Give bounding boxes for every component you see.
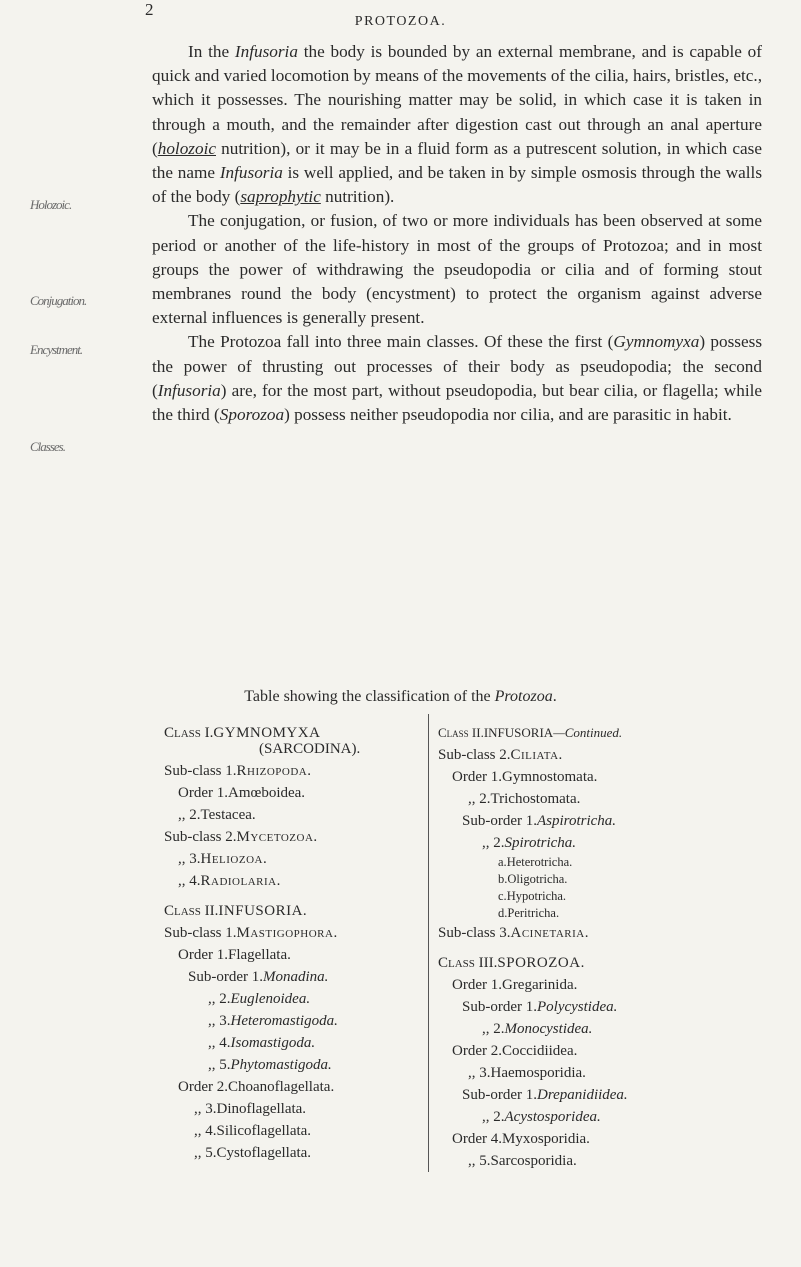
taxon-name: Gymnostomata. bbox=[501, 769, 598, 785]
taxon-name: Acystosporidea. bbox=[504, 1109, 601, 1125]
rank-label: ,, 2. bbox=[178, 807, 201, 823]
rank-label: b. bbox=[498, 872, 508, 886]
taxon-name: Heteromastigoda. bbox=[230, 1013, 338, 1029]
classification-row bbox=[438, 952, 768, 974]
rank-label: Order 1. bbox=[452, 769, 502, 785]
rank-label: Sub-class 2. bbox=[438, 747, 511, 763]
classification-row bbox=[438, 766, 768, 788]
classification-row bbox=[164, 1076, 424, 1098]
rank-label: d. bbox=[498, 906, 508, 920]
paragraph: The conjugation, or fusion, of two or more individuals has been observed at some period or another of the life-history in most of the groups of Protozoa; and in most groups the power of withdrawing the pseudopodia or cilia and of forming stout membranes round the body (encystment) to protect the organism against adverse external influences is generally present. bbox=[152, 211, 762, 328]
taxon-name: Coccidiidea. bbox=[501, 1043, 578, 1059]
taxon-name: Sarcosporidia. bbox=[490, 1153, 577, 1169]
classification-row bbox=[438, 744, 768, 766]
classification-row bbox=[438, 1128, 768, 1150]
taxon-name: Polycystidea. bbox=[537, 999, 618, 1015]
classification-row bbox=[438, 722, 768, 744]
page-number: 2 bbox=[145, 0, 154, 19]
rank-label: ,, 5. bbox=[468, 1153, 491, 1169]
rank-label: Sub-class 1. bbox=[164, 763, 237, 779]
paragraph: In the Infusoria the body is bounded by an external membrane, and is capable of quick and varied locomotion by means of the movements of the cilia, hairs, bristles, etc., which it possesses. The nourishing matter may be solid, in which case it is taken in through a mouth, and the remainder after digestion cast out through an anal aperture (holozoic nutrition), or it may be in a fluid form as a putrescent solution, in which case the name Infusoria is well applied, and be taken in by simple osmosis through the walls of the body (saprophytic nutrition). bbox=[152, 42, 763, 207]
rank-label: ,, 2. bbox=[482, 1021, 505, 1037]
classification-row bbox=[438, 810, 768, 832]
taxon-name: Monocystidea. bbox=[504, 1021, 593, 1037]
rank-label: a. bbox=[498, 855, 507, 869]
taxon-name: INFUSORIA bbox=[483, 725, 554, 740]
classification-row bbox=[438, 854, 768, 871]
rank-label: Order 2. bbox=[178, 1079, 228, 1095]
classification-row bbox=[164, 1098, 424, 1120]
classification-row bbox=[438, 905, 768, 922]
margin-note: Encystment. bbox=[30, 342, 83, 357]
taxon-name: Testacea. bbox=[200, 807, 256, 823]
classification-row bbox=[438, 1150, 768, 1172]
classification-row bbox=[438, 788, 768, 810]
classification-row bbox=[438, 974, 768, 996]
classification-row bbox=[164, 944, 424, 966]
taxon-name: INFUSORIA. bbox=[218, 903, 308, 919]
classification-row bbox=[164, 760, 424, 782]
taxon-name: Dinoflagellata. bbox=[216, 1101, 307, 1117]
taxon-name: Radiolaria. bbox=[200, 873, 281, 889]
rank-label: ,, 5. bbox=[208, 1057, 231, 1073]
taxon-name: Acinetaria. bbox=[510, 925, 589, 941]
taxon-name: GYMNOMYXA bbox=[213, 725, 321, 741]
classification-row bbox=[438, 871, 768, 888]
taxon-name: Choanoflagellata. bbox=[227, 1079, 335, 1095]
rank-label: ,, 2. bbox=[468, 791, 491, 807]
taxon-name: Oligotricha. bbox=[507, 872, 568, 886]
classification-row bbox=[164, 1142, 424, 1164]
table-caption: Table showing the classification of the Protozoa. bbox=[244, 688, 557, 705]
rank-label: Class II. bbox=[438, 725, 484, 740]
rank-label: ,, 2. bbox=[482, 1109, 505, 1125]
classification-row bbox=[438, 996, 768, 1018]
taxon-name: Euglenoidea. bbox=[230, 991, 311, 1007]
taxon-name: Rhizopoda. bbox=[236, 763, 312, 779]
taxon-name: Mastigophora. bbox=[236, 925, 338, 941]
classification-right-column bbox=[428, 714, 768, 1172]
classification-row bbox=[438, 1062, 768, 1084]
margin-note: Conjugation. bbox=[30, 293, 87, 308]
continued-note: —Continued. bbox=[553, 725, 623, 740]
classification-row bbox=[438, 1018, 768, 1040]
taxon-name: Heterotricha. bbox=[506, 855, 573, 869]
rank-label: Class II. bbox=[164, 903, 219, 919]
taxon-name: Cystoflagellata. bbox=[216, 1145, 312, 1161]
margin-note: Classes. bbox=[30, 439, 65, 454]
classification-row bbox=[164, 922, 424, 944]
rank-label: ,, 3. bbox=[208, 1013, 231, 1029]
rank-label: ,, 4. bbox=[178, 873, 201, 889]
rank-label: Class III. bbox=[438, 955, 498, 971]
taxon-name: Silicoflagellata. bbox=[216, 1123, 312, 1139]
taxon-name: Drepanidiidea. bbox=[537, 1087, 628, 1103]
taxon-name: Phytomastigoda. bbox=[230, 1057, 332, 1073]
rank-label: Sub-order 1. bbox=[188, 969, 263, 985]
taxon-name: Isomastigoda. bbox=[230, 1035, 316, 1051]
rank-label: Sub-order 1. bbox=[462, 1087, 537, 1103]
rank-label: Order 2. bbox=[452, 1043, 502, 1059]
classification-row bbox=[164, 1054, 424, 1076]
classification-row bbox=[438, 1106, 768, 1128]
taxon-name: Myxosporidia. bbox=[501, 1131, 590, 1147]
taxon-name: Amœboidea. bbox=[227, 785, 306, 801]
taxon-name: Trichostomata. bbox=[490, 791, 581, 807]
taxon-name: Mycetozoa. bbox=[236, 829, 318, 845]
classification-row bbox=[164, 1032, 424, 1054]
classification-row bbox=[438, 922, 768, 944]
rank-label: ,, 2. bbox=[482, 835, 505, 851]
taxon-name: Ciliata. bbox=[510, 747, 563, 763]
classification-row bbox=[164, 848, 424, 870]
running-head: PROTOZOA. bbox=[354, 14, 447, 29]
taxon-name: Gregarinida. bbox=[501, 977, 578, 993]
rank-label: ,, 4. bbox=[194, 1123, 217, 1139]
rank-label: ,, 3. bbox=[178, 851, 201, 867]
rank-label: Sub-class 2. bbox=[164, 829, 237, 845]
rank-label: Sub-class 3. bbox=[438, 925, 511, 941]
rank-label: Order 1. bbox=[178, 947, 228, 963]
classification-left-column bbox=[164, 714, 424, 1164]
taxon-name: Peritricha. bbox=[507, 906, 560, 920]
taxon-name: Flagellata. bbox=[227, 947, 291, 963]
rank-label: Order 1. bbox=[178, 785, 228, 801]
taxon-name: Aspirotricha. bbox=[537, 813, 617, 829]
taxon-name: Monadina. bbox=[263, 969, 329, 985]
classification-row bbox=[164, 900, 424, 922]
taxon-name: Spirotricha. bbox=[504, 835, 577, 851]
class-alt-name: (SARCODINA). bbox=[259, 741, 361, 757]
rank-label: c. bbox=[498, 889, 507, 903]
classification-row bbox=[164, 1010, 424, 1032]
classification-row bbox=[164, 870, 424, 892]
rank-label: ,, 3. bbox=[468, 1065, 491, 1081]
paragraph: The Protozoa fall into three main classes. Of these the first (Gymnomyxa) possess the power of thrusting out processes of their body as pseudopodia; the second (Infusoria) are, for the most part, without pseudopodia, but bear cilia, or flagella; while the third (Sporozoa) possess neither pseudopodia nor cilia, and are parasitic in habit. bbox=[152, 332, 763, 425]
rank-label: ,, 5. bbox=[194, 1145, 217, 1161]
taxon-name: SPOROZOA. bbox=[497, 955, 585, 971]
classification-row bbox=[164, 782, 424, 804]
rank-label: Sub-order 1. bbox=[462, 999, 537, 1015]
rank-label: Sub-order 1. bbox=[462, 813, 537, 829]
rank-label: ,, 4. bbox=[208, 1035, 231, 1051]
margin-note: Holozoic. bbox=[30, 197, 72, 212]
classification-row bbox=[164, 826, 424, 848]
classification-row bbox=[164, 804, 424, 826]
rank-label: Order 4. bbox=[452, 1131, 502, 1147]
rank-label: Order 1. bbox=[452, 977, 502, 993]
classification-row bbox=[164, 966, 424, 988]
taxon-name: Haemosporidia. bbox=[490, 1065, 586, 1081]
classification-row bbox=[164, 988, 424, 1010]
body-text bbox=[152, 40, 762, 427]
classification-row bbox=[438, 888, 768, 905]
rank-label: ,, 2. bbox=[208, 991, 231, 1007]
rank-label: Sub-class 1. bbox=[164, 925, 237, 941]
rank-label: ,, 3. bbox=[194, 1101, 217, 1117]
taxon-name: Heliozoa. bbox=[200, 851, 268, 867]
classification-row bbox=[164, 1120, 424, 1142]
taxon-name: Hypotricha. bbox=[506, 889, 567, 903]
classification-row bbox=[438, 1040, 768, 1062]
classification-row bbox=[438, 832, 768, 854]
classification-row bbox=[438, 1084, 768, 1106]
rank-label: Class I. bbox=[164, 725, 214, 741]
